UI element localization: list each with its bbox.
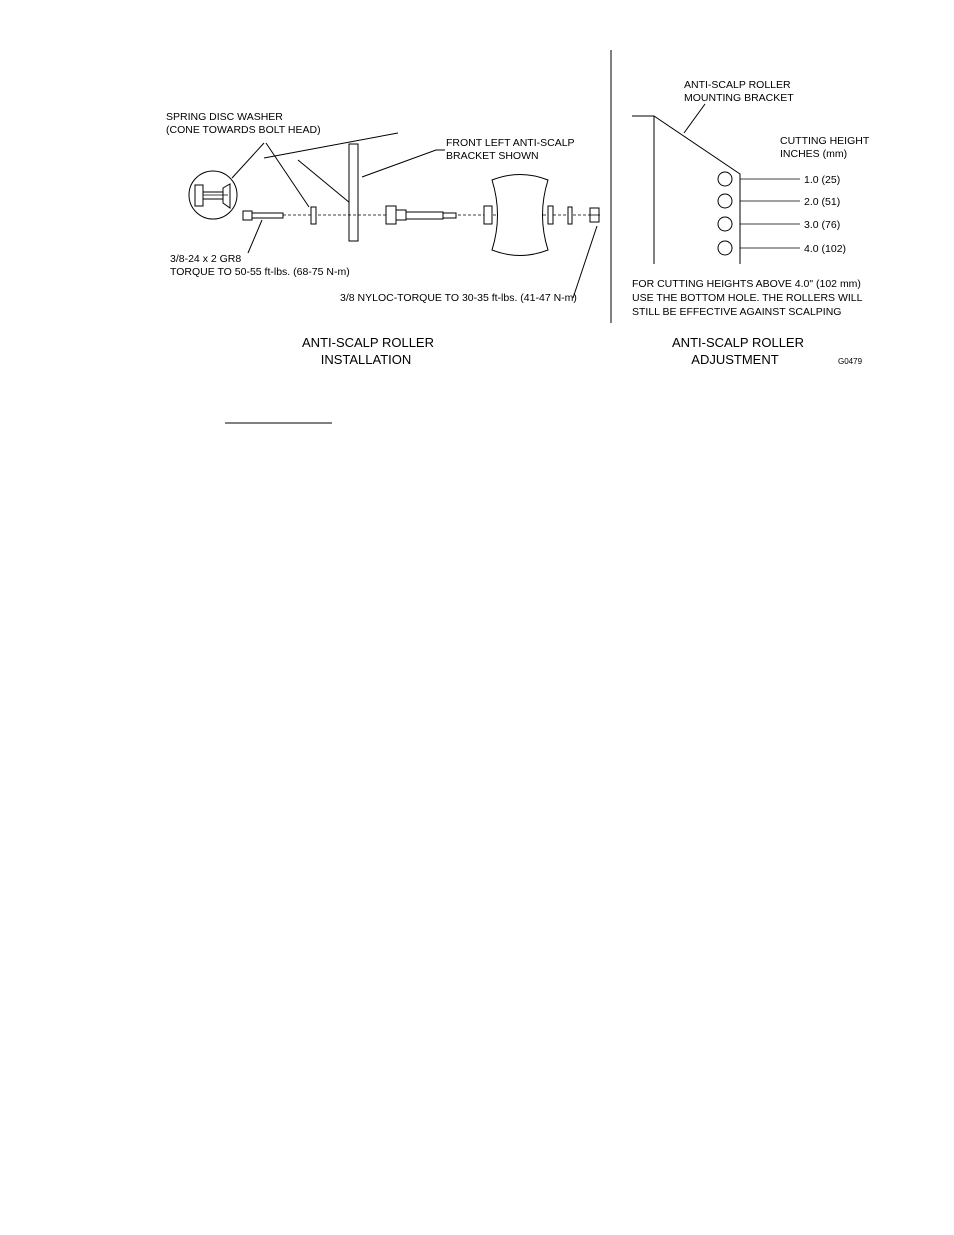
label-front-left-1: FRONT LEFT ANTI-SCALP — [446, 137, 575, 149]
bracket-top-edge — [264, 133, 398, 158]
roller — [492, 175, 548, 256]
roller-hub-right — [548, 206, 553, 224]
height-value-4: 4.0 (102) — [804, 243, 847, 255]
leader-bracket — [362, 150, 445, 177]
bracket-plate — [349, 144, 358, 241]
label-front-left-2: BRACKET SHOWN — [446, 150, 539, 162]
caption-adjustment-1: ANTI-SCALP ROLLER — [672, 335, 804, 350]
height-hole-1 — [718, 172, 732, 186]
bushing-head — [396, 210, 406, 220]
height-hole-2 — [718, 194, 732, 208]
label-bracket-2: MOUNTING BRACKET — [684, 92, 794, 104]
leader-mounting-bracket — [684, 104, 705, 133]
spacer-washer — [386, 206, 396, 224]
note-line-1: FOR CUTTING HEIGHTS ABOVE 4.0" (102 mm) — [632, 278, 861, 290]
roller-hub-left — [484, 206, 492, 224]
height-hole-4 — [718, 241, 732, 255]
height-value-2: 2.0 (51) — [804, 196, 841, 208]
label-spring-washer-1: SPRING DISC WASHER — [166, 111, 283, 123]
bolt-shank — [252, 213, 283, 218]
roller-shaft — [406, 212, 443, 219]
label-bolt-1: 3/8-24 x 2 GR8 — [170, 253, 242, 265]
label-cutting-height-1: CUTTING HEIGHT — [780, 135, 870, 147]
height-value-3: 3.0 (76) — [804, 219, 841, 231]
installation-diagram — [166, 111, 600, 367]
note-line-2: USE THE BOTTOM HOLE. THE ROLLERS WILL — [632, 292, 863, 304]
height-value-1: 1.0 (25) — [804, 174, 841, 186]
caption-installation-1: ANTI-SCALP ROLLER — [302, 335, 434, 350]
leader-nyloc — [573, 226, 597, 298]
bracket-outline-left — [632, 116, 654, 264]
adjustment-diagram — [632, 79, 870, 367]
figure-code: G0479 — [838, 357, 863, 366]
label-nyloc: 3/8 NYLOC-TORQUE TO 30-35 ft-lbs. (41-47 N-m) — [340, 292, 577, 304]
label-bracket-1: ANTI-SCALP ROLLER — [684, 79, 791, 91]
height-hole-3 — [718, 217, 732, 231]
caption-installation-2: INSTALLATION — [320, 352, 412, 367]
flat-washer — [568, 207, 572, 224]
label-bolt-2: TORQUE TO 50-55 ft-lbs. (68-75 N-m) — [170, 266, 350, 278]
leader-bolt — [248, 220, 262, 253]
leader-washer — [266, 143, 309, 207]
bracket-slope-edge — [298, 160, 350, 203]
shaft-tip — [443, 213, 456, 218]
label-cutting-height-2: INCHES (mm) — [780, 148, 848, 160]
caption-adjustment-2: ADJUSTMENT — [691, 352, 779, 367]
spring-disc-washer — [311, 207, 316, 224]
note-line-3: STILL BE EFFECTIVE AGAINST SCALPING — [632, 306, 842, 318]
bolt-head — [243, 211, 252, 220]
washer-detail-view — [189, 171, 237, 219]
leader-washer-detail — [232, 143, 264, 178]
label-spring-washer-2: (CONE TOWARDS BOLT HEAD) — [166, 124, 321, 136]
